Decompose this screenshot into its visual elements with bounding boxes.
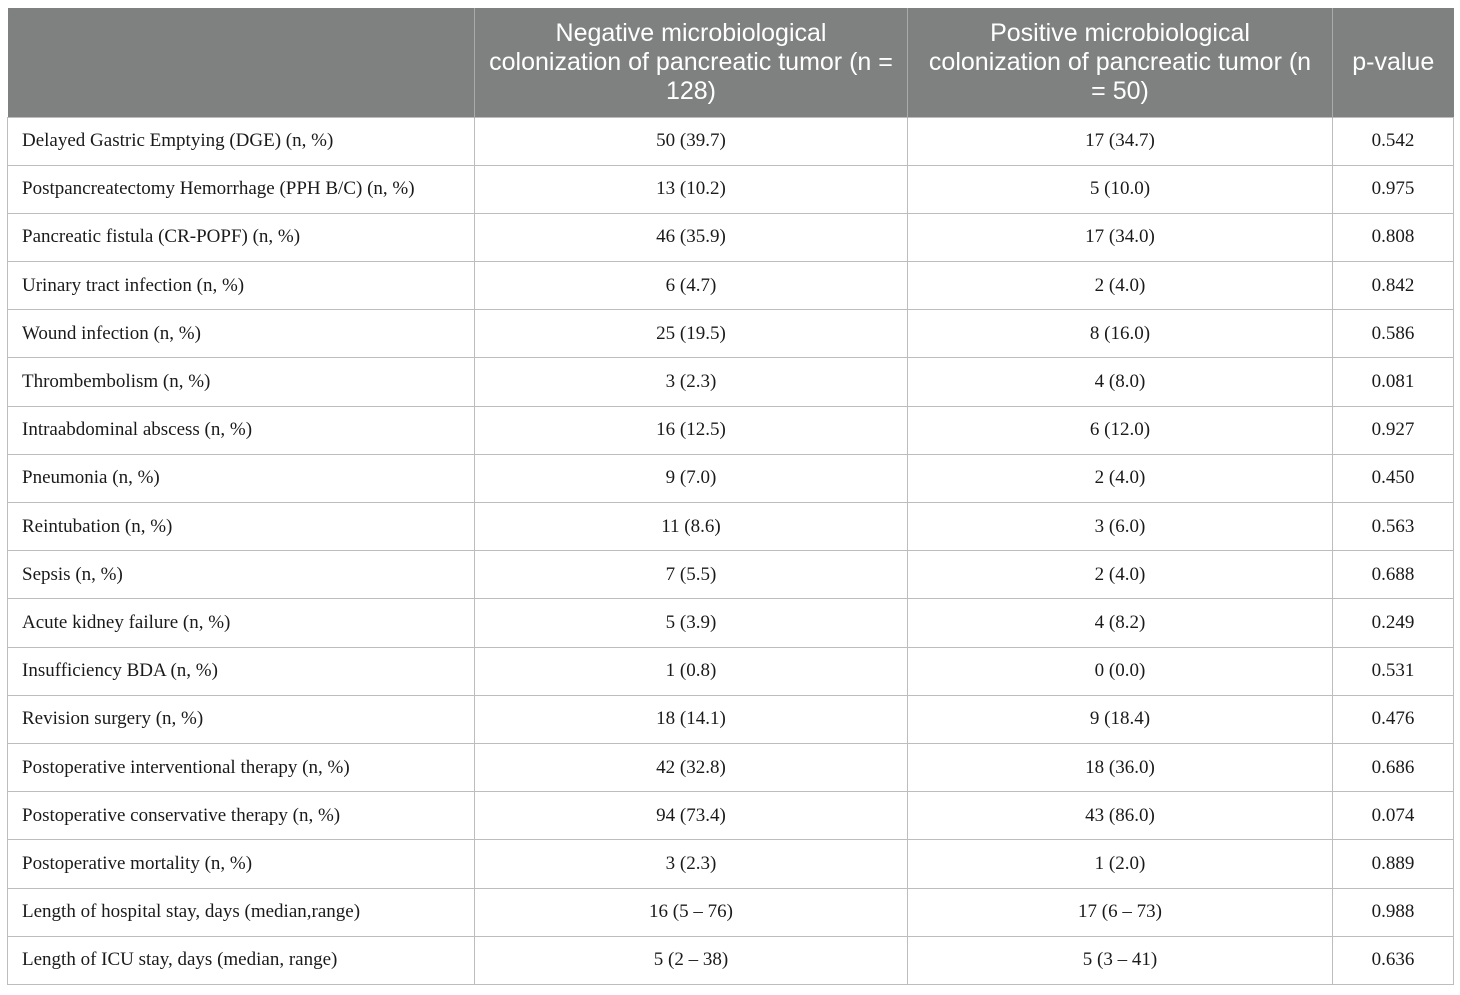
header-cell-label bbox=[8, 8, 475, 117]
p-value: 0.476 bbox=[1333, 695, 1454, 743]
positive-value: 17 (34.7) bbox=[908, 117, 1333, 165]
negative-value: 94 (73.4) bbox=[475, 792, 908, 840]
positive-value: 4 (8.2) bbox=[908, 599, 1333, 647]
negative-value: 46 (35.9) bbox=[475, 213, 908, 261]
negative-value: 50 (39.7) bbox=[475, 117, 908, 165]
p-value: 0.688 bbox=[1333, 551, 1454, 599]
table-header bbox=[8, 8, 1454, 117]
table-row bbox=[8, 454, 1454, 502]
negative-value: 3 (2.3) bbox=[475, 840, 908, 888]
table-container bbox=[7, 8, 1453, 985]
table-row bbox=[8, 936, 1454, 984]
row-label: Postpancreatectomy Hemorrhage (PPH B/C) (n, %) bbox=[8, 165, 475, 213]
p-value: 0.636 bbox=[1333, 936, 1454, 984]
table-row bbox=[8, 117, 1454, 165]
complications-table bbox=[7, 8, 1454, 985]
header-cell-p-value: p-value bbox=[1333, 8, 1454, 117]
negative-value: 6 (4.7) bbox=[475, 262, 908, 310]
table-row bbox=[8, 695, 1454, 743]
p-value: 0.808 bbox=[1333, 213, 1454, 261]
negative-value: 5 (3.9) bbox=[475, 599, 908, 647]
header-cell-positive: Positive microbiological colonization of pancreatic tumor (n = 50) bbox=[908, 8, 1333, 117]
table-row bbox=[8, 647, 1454, 695]
row-label: Postoperative mortality (n, %) bbox=[8, 840, 475, 888]
positive-value: 9 (18.4) bbox=[908, 695, 1333, 743]
negative-value: 16 (5 – 76) bbox=[475, 888, 908, 936]
negative-value: 9 (7.0) bbox=[475, 454, 908, 502]
row-label: Length of ICU stay, days (median, range) bbox=[8, 936, 475, 984]
row-label: Pneumonia (n, %) bbox=[8, 454, 475, 502]
row-label: Pancreatic fistula (CR-POPF) (n, %) bbox=[8, 213, 475, 261]
p-value: 0.988 bbox=[1333, 888, 1454, 936]
table-row bbox=[8, 262, 1454, 310]
table-row bbox=[8, 165, 1454, 213]
p-value: 0.686 bbox=[1333, 743, 1454, 791]
row-label: Urinary tract infection (n, %) bbox=[8, 262, 475, 310]
table-row bbox=[8, 792, 1454, 840]
header-row bbox=[8, 8, 1454, 117]
positive-value: 1 (2.0) bbox=[908, 840, 1333, 888]
negative-value: 18 (14.1) bbox=[475, 695, 908, 743]
positive-value: 17 (6 – 73) bbox=[908, 888, 1333, 936]
p-value: 0.074 bbox=[1333, 792, 1454, 840]
positive-value: 6 (12.0) bbox=[908, 406, 1333, 454]
p-value: 0.249 bbox=[1333, 599, 1454, 647]
p-value: 0.842 bbox=[1333, 262, 1454, 310]
negative-value: 16 (12.5) bbox=[475, 406, 908, 454]
row-label: Length of hospital stay, days (median,range) bbox=[8, 888, 475, 936]
negative-value: 25 (19.5) bbox=[475, 310, 908, 358]
table-row bbox=[8, 599, 1454, 647]
p-value: 0.081 bbox=[1333, 358, 1454, 406]
table-row bbox=[8, 358, 1454, 406]
positive-value: 5 (3 – 41) bbox=[908, 936, 1333, 984]
table-body bbox=[8, 117, 1454, 984]
table-row bbox=[8, 840, 1454, 888]
row-label: Acute kidney failure (n, %) bbox=[8, 599, 475, 647]
negative-value: 1 (0.8) bbox=[475, 647, 908, 695]
positive-value: 3 (6.0) bbox=[908, 503, 1333, 551]
negative-value: 42 (32.8) bbox=[475, 743, 908, 791]
row-label: Intraabdominal abscess (n, %) bbox=[8, 406, 475, 454]
row-label: Postoperative interventional therapy (n, %) bbox=[8, 743, 475, 791]
table-row bbox=[8, 888, 1454, 936]
table-row bbox=[8, 551, 1454, 599]
p-value: 0.586 bbox=[1333, 310, 1454, 358]
row-label: Thrombembolism (n, %) bbox=[8, 358, 475, 406]
p-value: 0.889 bbox=[1333, 840, 1454, 888]
negative-value: 5 (2 – 38) bbox=[475, 936, 908, 984]
row-label: Reintubation (n, %) bbox=[8, 503, 475, 551]
table-row bbox=[8, 743, 1454, 791]
positive-value: 4 (8.0) bbox=[908, 358, 1333, 406]
row-label: Postoperative conservative therapy (n, %) bbox=[8, 792, 475, 840]
negative-value: 13 (10.2) bbox=[475, 165, 908, 213]
table-row bbox=[8, 406, 1454, 454]
positive-value: 0 (0.0) bbox=[908, 647, 1333, 695]
table-row bbox=[8, 213, 1454, 261]
positive-value: 5 (10.0) bbox=[908, 165, 1333, 213]
table-row bbox=[8, 503, 1454, 551]
p-value: 0.450 bbox=[1333, 454, 1454, 502]
p-value: 0.975 bbox=[1333, 165, 1454, 213]
positive-value: 2 (4.0) bbox=[908, 262, 1333, 310]
negative-value: 11 (8.6) bbox=[475, 503, 908, 551]
table-row bbox=[8, 310, 1454, 358]
header-cell-negative: Negative microbiological colonization of pancreatic tumor (n = 128) bbox=[475, 8, 908, 117]
positive-value: 18 (36.0) bbox=[908, 743, 1333, 791]
row-label: Insufficiency BDA (n, %) bbox=[8, 647, 475, 695]
row-label: Sepsis (n, %) bbox=[8, 551, 475, 599]
positive-value: 2 (4.0) bbox=[908, 551, 1333, 599]
row-label: Wound infection (n, %) bbox=[8, 310, 475, 358]
p-value: 0.927 bbox=[1333, 406, 1454, 454]
negative-value: 3 (2.3) bbox=[475, 358, 908, 406]
p-value: 0.531 bbox=[1333, 647, 1454, 695]
positive-value: 2 (4.0) bbox=[908, 454, 1333, 502]
p-value: 0.563 bbox=[1333, 503, 1454, 551]
positive-value: 17 (34.0) bbox=[908, 213, 1333, 261]
positive-value: 8 (16.0) bbox=[908, 310, 1333, 358]
negative-value: 7 (5.5) bbox=[475, 551, 908, 599]
p-value: 0.542 bbox=[1333, 117, 1454, 165]
row-label: Delayed Gastric Emptying (DGE) (n, %) bbox=[8, 117, 475, 165]
positive-value: 43 (86.0) bbox=[908, 792, 1333, 840]
row-label: Revision surgery (n, %) bbox=[8, 695, 475, 743]
